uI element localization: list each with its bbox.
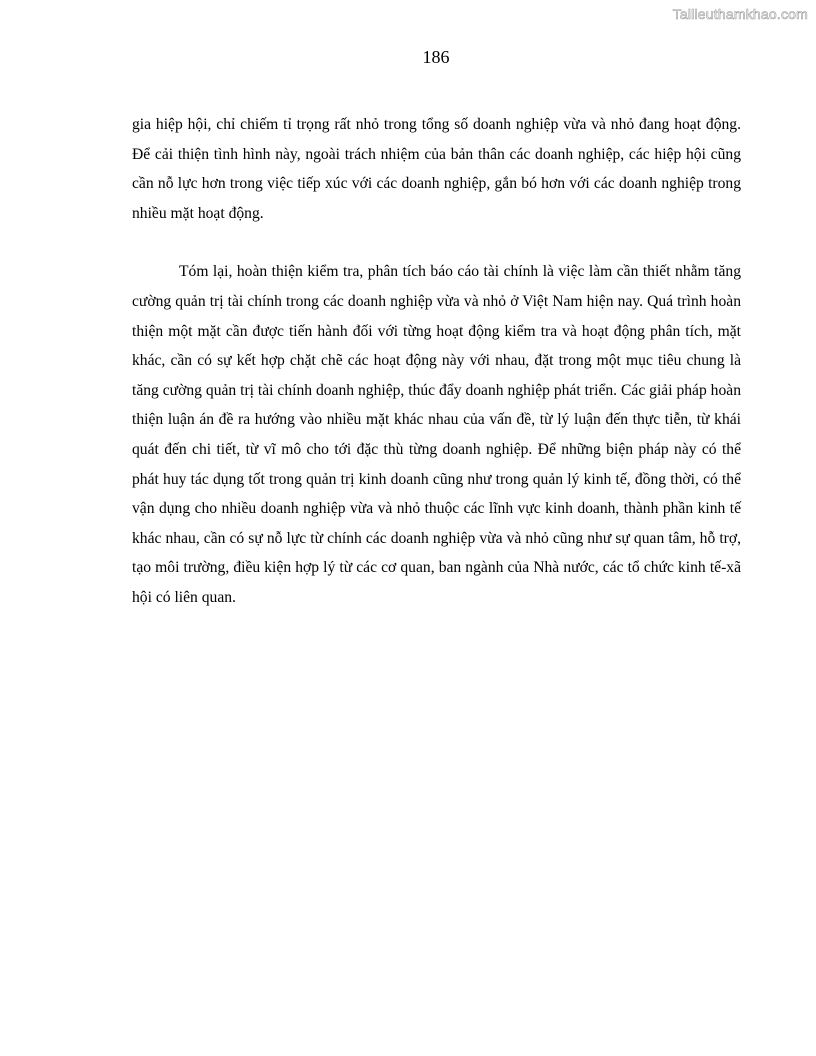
watermark: Tailieuthamkhao.com: [672, 6, 808, 22]
paragraph-conclusion: Tóm lại, hoàn thiện kiểm tra, phân tích báo cáo tài chính là việc làm cần thiết nhằm tăng cường quản trị tài chính trong các doanh nghiệp vừa và nhỏ ở Việt Nam hiện nay. Quá trình hoàn thiện một mặt cần được tiến hành đối với từng hoạt động kiểm tra và hoạt động phân tích, mặt khác, cần có sự kết hợp chặt chẽ các hoạt động này với nhau, đặt trong một mục tiêu chung là tăng cường quản trị tài chính doanh nghiệp, thúc đẩy doanh nghiệp phát triển. Các giải pháp hoàn thiện luận án đề ra hướng vào nhiều mặt khác nhau của vấn đề, từ lý luận đến thực tiễn, từ khái quát đến chi tiết, từ vĩ mô cho tới đặc thù từng doanh nghiệp. Để những biện pháp này có thể phát huy tác dụng tốt trong quản trị kinh doanh cũng như trong quản lý kinh tế, đồng thời, có thể vận dụng cho nhiều doanh nghiệp vừa và nhỏ thuộc các lĩnh vực kinh doanh, thành phần kinh tế khác nhau, cần có sự nỗ lực từ chính các doanh nghiệp vừa và nhỏ cũng như sự quan tâm, hỗ trợ, tạo môi trường, điều kiện hợp lý từ các cơ quan, ban ngành của Nhà nước, các tổ chức kinh tế-xã hội có liên quan.: [132, 263, 741, 606]
document-body: [132, 110, 741, 613]
paragraph-continuation: gia hiệp hội, chỉ chiếm tỉ trọng rất nhỏ trong tổng số doanh nghiệp vừa và nhỏ đang hoạt động. Để cải thiện tình hình này, ngoài trách nhiệm của bản thân các doanh nghiệp, các hiệp hội cũng cần nỗ lực hơn trong việc tiếp xúc với các doanh nghiệp, gắn bó hơn với các doanh nghiệp trong nhiều mặt hoạt động.: [132, 116, 741, 222]
page-number: 186: [422, 47, 450, 67]
